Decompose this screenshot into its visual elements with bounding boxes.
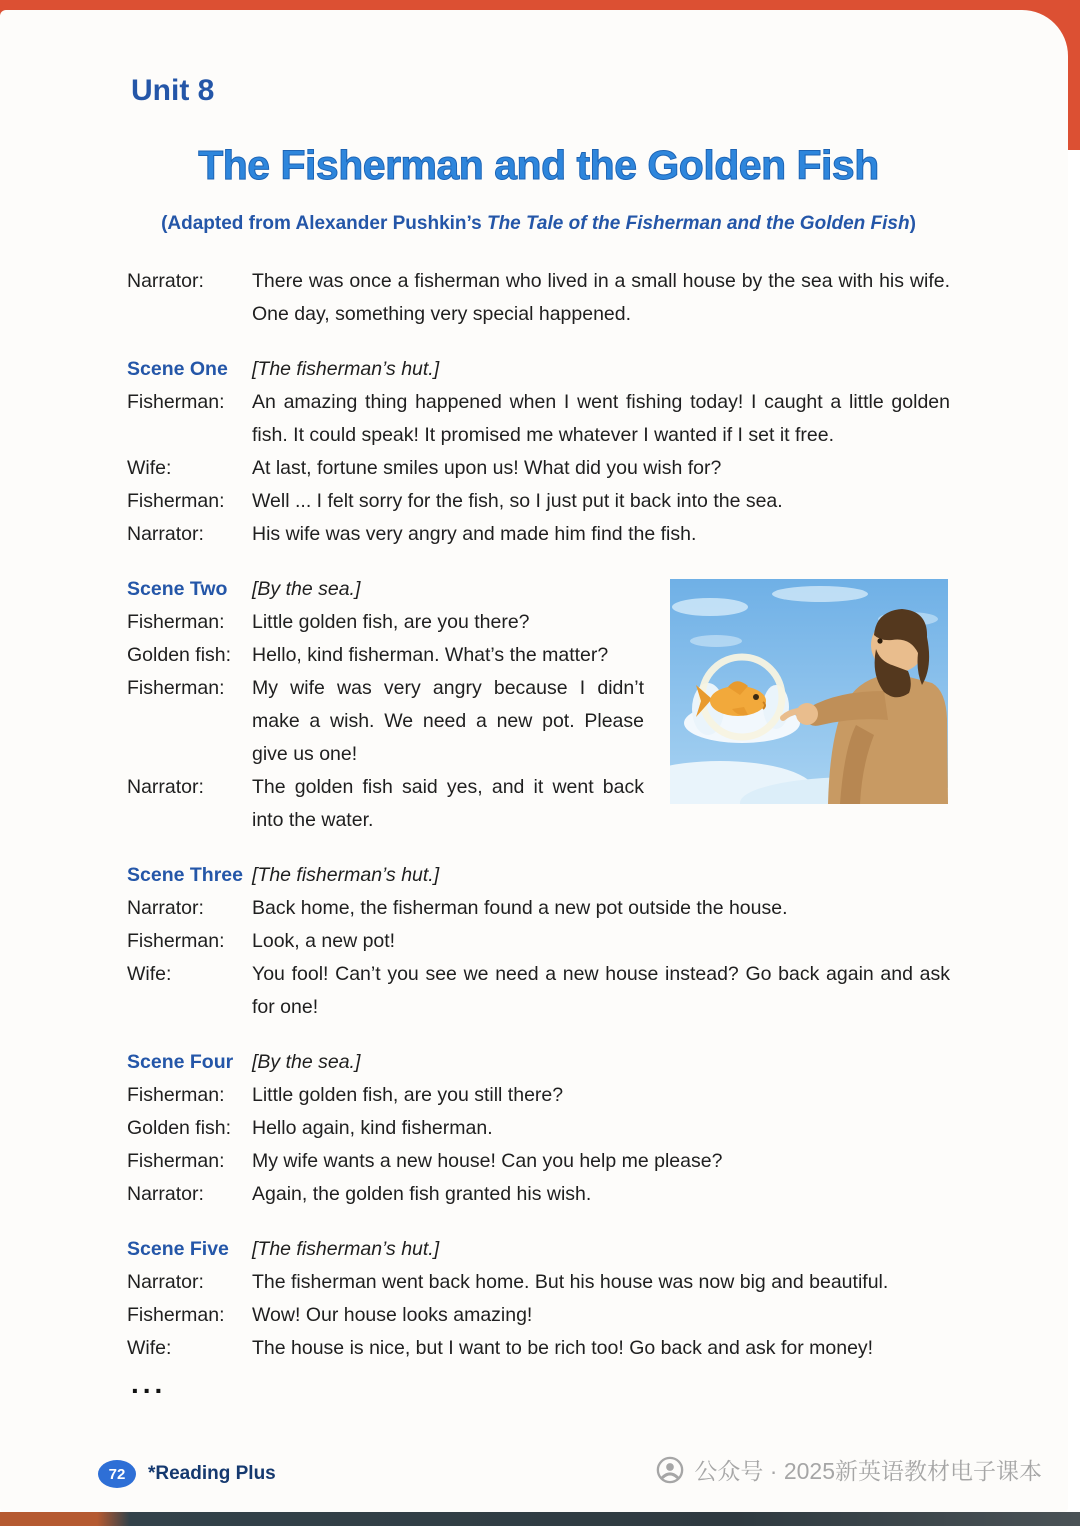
script-ellipsis: ... — [131, 1368, 167, 1399]
stage-direction: [By the sea.] — [252, 578, 361, 600]
scene-heading — [127, 859, 950, 892]
speaker-name: Narrator: — [127, 1183, 204, 1205]
dialogue-row — [127, 1266, 950, 1299]
dialogue-row — [127, 1079, 950, 1112]
scene-label: Scene One — [127, 358, 228, 380]
dialogue-text: An amazing thing happened when I went fishing today! I caught a little golden fish. It could speak! It promised me whatever I wanted if I set it free. — [252, 391, 950, 446]
wechat-account-icon — [656, 1456, 684, 1484]
dialogue-text: The fisherman went back home. But his house was now big and beautiful. — [252, 1271, 889, 1293]
speaker-name: Golden fish: — [127, 644, 232, 666]
stage-direction: [The fisherman’s hut.] — [252, 1238, 440, 1260]
attribution-line — [127, 213, 950, 235]
speaker-name: Narrator: — [127, 897, 204, 919]
dialogue-row — [127, 925, 950, 958]
page-footer — [98, 1460, 276, 1488]
attribution-suffix: ) — [909, 213, 916, 234]
dialogue-text: His wife was very angry and made him find the fish. — [252, 523, 697, 545]
scene-block — [127, 573, 950, 837]
speaker-name: Fisherman: — [127, 1150, 225, 1172]
page-title: The Fisherman and the Golden Fish — [198, 142, 879, 188]
scene-heading — [127, 353, 950, 386]
speaker-name: Fisherman: — [127, 490, 225, 512]
dialogue-text: At last, fortune smiles upon us! What did you wish for? — [252, 457, 722, 479]
textbook-page — [0, 10, 1068, 1512]
speaker-name: Fisherman: — [127, 611, 225, 633]
dialogue-row — [127, 1332, 950, 1365]
attribution-work-title: The Tale of the Fisherman and the Golden Fish — [486, 213, 910, 234]
speaker-name: Wife: — [127, 1337, 172, 1359]
narration-block — [127, 265, 950, 331]
dialogue-row — [127, 452, 950, 485]
scene-block — [127, 1233, 950, 1365]
unit-label: Unit 8 — [131, 74, 215, 107]
illustration-art — [670, 579, 948, 804]
dialogue-text: Look, a new pot! — [252, 930, 396, 952]
scene-label: Scene Three — [127, 864, 243, 886]
section-label: *Reading Plus — [148, 1463, 276, 1484]
scene-illustration — [670, 579, 948, 804]
speaker-name: Wife: — [127, 963, 172, 985]
dialogue-row — [127, 1112, 950, 1145]
speaker-name: Narrator: — [127, 776, 204, 798]
dialogue-text: Wow! Our house looks amazing! — [252, 1304, 533, 1326]
dialogue-row — [127, 958, 950, 1024]
dialogue-text: You fool! Can’t you see we need a new house instead? Go back again and ask for one! — [252, 963, 950, 1018]
speaker-name: Fisherman: — [127, 391, 225, 413]
scene-label: Scene Five — [127, 1238, 229, 1260]
speaker-name: Golden fish: — [127, 1117, 232, 1139]
dialogue-text: Hello again, kind fisherman. — [252, 1117, 493, 1139]
dialogue-row — [127, 485, 950, 518]
dialogue-text: Well ... I felt sorry for the fish, so I just put it back into the sea. — [252, 490, 783, 512]
dialogue-row — [127, 1145, 950, 1178]
dialogue-text: Again, the golden fish granted his wish. — [252, 1183, 592, 1205]
scene-label: Scene Two — [127, 578, 228, 600]
dialogue-text: Back home, the fisherman found a new pot outside the house. — [252, 897, 788, 919]
script-body — [127, 265, 950, 1365]
page-number-badge: 72 — [98, 1460, 136, 1488]
dialogue-text: The golden fish said yes, and it went back into the water. — [252, 776, 644, 831]
watermark — [656, 1453, 1042, 1486]
dialogue-row — [127, 892, 950, 925]
dialogue-row — [127, 518, 950, 551]
dialogue-text: There was once a fisherman who lived in a small house by the sea with his wife. One day, something very special happened. — [252, 270, 950, 325]
speaker-name: Narrator: — [127, 1271, 204, 1293]
dialogue-text: My wife wants a new house! Can you help me please? — [252, 1150, 723, 1172]
scene-label: Scene Four — [127, 1051, 234, 1073]
speaker-name: Wife: — [127, 457, 172, 479]
speaker-name: Fisherman: — [127, 1084, 225, 1106]
dialogue-row — [127, 1299, 950, 1332]
attribution-prefix: (Adapted from Alexander Pushkin’s — [161, 213, 487, 234]
scene-heading — [127, 1046, 950, 1079]
speaker-name: Narrator: — [127, 270, 204, 292]
scene-block — [127, 859, 950, 1024]
scene-heading — [127, 1233, 950, 1266]
watermark-text: 公众号 · 2025新英语教材电子课本 — [694, 1458, 1042, 1484]
dialogue-text: Little golden fish, are you still there? — [252, 1084, 564, 1106]
scene-block — [127, 1046, 950, 1211]
scene-block — [127, 353, 950, 551]
dialogue-row — [127, 1178, 950, 1211]
speaker-name: Fisherman: — [127, 930, 225, 952]
dialogue-text: Little golden fish, are you there? — [252, 611, 530, 633]
stage-direction: [By the sea.] — [252, 1051, 361, 1073]
stage-direction: [The fisherman’s hut.] — [252, 864, 440, 886]
backdrop-bottom-strip — [0, 1512, 1080, 1526]
speaker-name: Fisherman: — [127, 1304, 225, 1326]
dialogue-row — [127, 386, 950, 452]
speaker-name: Fisherman: — [127, 677, 225, 699]
dialogue-row — [127, 265, 950, 331]
dialogue-text: My wife was very angry because I didn’t make a wish. We need a new pot. Please give us one! — [252, 677, 644, 765]
stage-direction: [The fisherman’s hut.] — [252, 358, 440, 380]
dialogue-text: The house is nice, but I want to be rich too! Go back and ask for money! — [252, 1337, 874, 1359]
dialogue-text: Hello, kind fisherman. What’s the matter? — [252, 644, 609, 666]
speaker-name: Narrator: — [127, 523, 204, 545]
